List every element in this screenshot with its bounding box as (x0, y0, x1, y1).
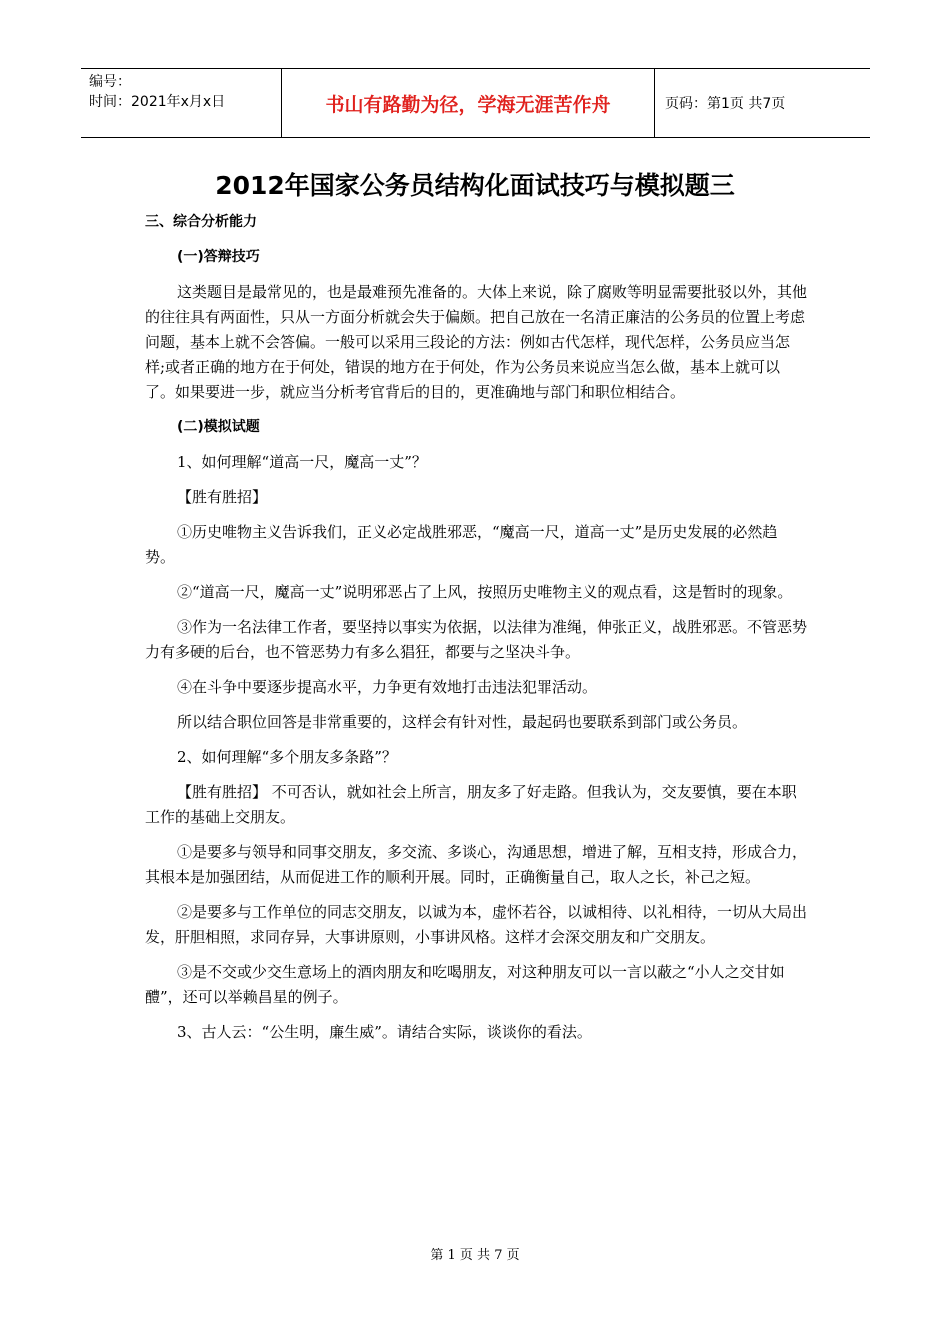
page-title: 2012年国家公务员结构化面试技巧与模拟题三 (215, 171, 735, 200)
code-label: 编号： (89, 74, 131, 90)
answer-point: ③作为一名法律工作者，要坚持以事实为依据，以法律为准绳，伸张正义，战胜邪恶。不管恶势力有多硬的后台，也不管恶势力有多么猖狂，都要与之坚决斗争。 (145, 618, 808, 661)
answer-point: ①历史唯物主义告诉我们，正义必定战胜邪恶，“魔高一尺，道高一丈”是历史发展的必然趋势。 (145, 523, 778, 566)
answer-point: ④在斗争中要逐步提高水平，力争更有效地打击违法犯罪活动。 (177, 678, 598, 696)
document-body (145, 210, 807, 1045)
question-2: 2、如何理解“多个朋友多条路”？ (177, 748, 397, 766)
subsection-heading: (二)模拟试题 (177, 419, 260, 435)
subsection-heading: (一)答辩技巧 (177, 249, 260, 265)
answer-point: ①是要多与领导和同事交朋友，多交流、多谈心，沟通思想，增进了解，互相支持，形成合力，其根本是加强团结，从而促进工作的顺利开展。同时，正确衡量自己，取人之长，补己之短。 (145, 843, 808, 886)
date-label: 时间：2021年x月x日 (89, 94, 226, 110)
answer-intro: 【胜有胜招】 不可否认，就如社会上所言，朋友多了好走路。但我认为，交友要慎，要在本职工作的基础上交朋友。 (145, 783, 797, 826)
intro-paragraph: 这类题目是最常见的，也是最难预先准备的。大体上来说，除了腐败等明显需要批驳以外，其他的往往具有两面性，只从一方面分析就会失于偏颇。把自己放在一名清正廉洁的公务员的位置上考虑问题，基本上就不会答偏。一般可以采用三段论的方法：例如古代怎样，现代怎样，公务员应当怎样;或者正确的地方在于何处，错误的地方在于何处，作为公务员来说应当怎么做，基本上就可以了。如果要进一步，就应当分析考官背后的目的，更准确地与部门和职位相结合。 (145, 283, 808, 401)
section-heading: 三、综合分析能力 (145, 214, 257, 230)
answer-point: ③是不交或少交生意场上的酒肉朋友和吃喝朋友，对这种朋友可以一言以蔽之“小人之交甘如醴”，还可以举赖昌星的例子。 (145, 963, 785, 1006)
question-1: 1、如何理解“道高一尺，魔高一丈”？ (177, 453, 427, 471)
document-header (81, 68, 870, 138)
answer-note: 所以结合职位回答是非常重要的，这样会有针对性，最起码也要联系到部门或公务员。 (177, 713, 748, 731)
answer-point: ②是要多与工作单位的同志交朋友，以诚为本，虚怀若谷，以诚相待、以礼相待，一切从大局出发，肝胆相照，求同存异，大事讲原则，小事讲风格。这样才会深交朋友和广交朋友。 (145, 903, 808, 946)
header-page-info: 页码：第1页 共7页 (665, 96, 786, 112)
answer-tag: 【胜有胜招】 (177, 488, 268, 506)
question-3: 3、古人云：“公生明，廉生威”。请结合实际，谈谈你的看法。 (177, 1023, 592, 1041)
header-meta (81, 69, 282, 137)
header-motto: 书山有路勤为径，学海无涯苦作舟 (282, 69, 655, 137)
page-footer: 第 1 页 共 7 页 (430, 1248, 520, 1263)
answer-point: ②“道高一尺，魔高一丈”说明邪恶占了上风，按照历史唯物主义的观点看，这是暂时的现象。 (177, 583, 793, 601)
